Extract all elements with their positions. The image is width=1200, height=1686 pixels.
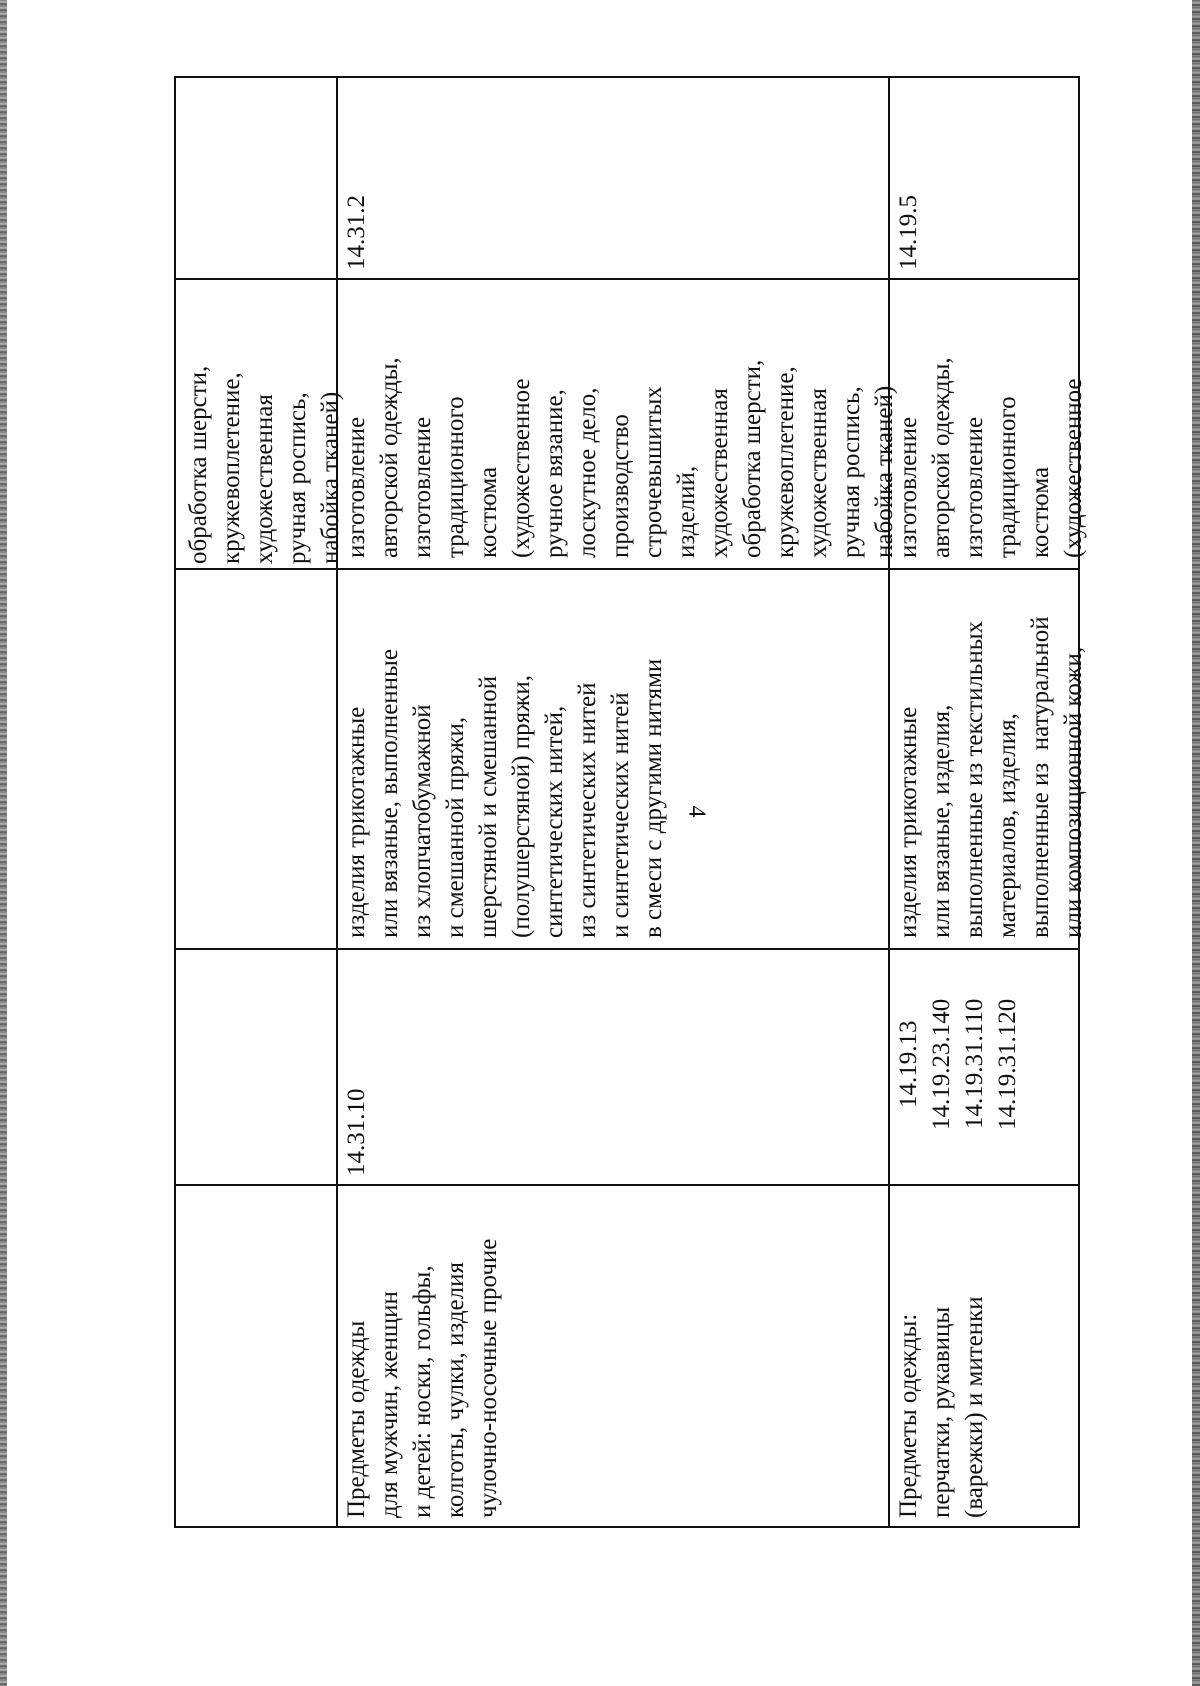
row1-code2: 14.31.2 [343, 195, 370, 270]
divider-codes-description [176, 948, 1078, 950]
row-divider-2 [888, 78, 890, 1526]
row-divider-1 [336, 78, 338, 1526]
row2-code2: 14.19.5 [895, 195, 922, 270]
divider-craft-code2 [176, 278, 1078, 280]
scan-edge-right [1192, 0, 1200, 1686]
row2-codes: 14.19.13 14.19.23.140 14.19.31.110 14.19.31.120 [895, 998, 1021, 1130]
table [174, 76, 1087, 1528]
divider-description-craft [176, 568, 1078, 570]
row1-craft: изготовление авторской одежды, изготовление традиционного костюма (художественное ручное вязание, лоскутное дело, производство строчевышитых изделий, художественная обработка шерсти, кружевоплетение, художественная ручная роспись, набойка тканей) [343, 357, 898, 558]
row2-craft: изготовление авторской одежды, изготовление традиционного костюма (художественное [895, 357, 1087, 558]
page-number: 4 [683, 805, 710, 818]
row1-codes: 14.31.10 [343, 1088, 370, 1176]
row0-craft: обработка шерсти, кружевоплетение, художественная ручная роспись, набойка тканей) [185, 365, 344, 564]
row2-product: Предметы одежды: перчатки, рукавицы (варежки) и митенки [895, 1296, 988, 1518]
row1-description: изделия трикотажные или вязаные, выполненные из хлопчатобумажной и смешанной пряжи, шерстяной и смешанной (полушерстяной) пряжи, синтетических нитей, из синтетических нитей и синтетических нитей в смеси с другими нитями [343, 649, 667, 938]
row1-product: Предметы одежды для мужчин, женщин и детей: носки, гольфы, колготы, чулки, изделия чулочно-носочные прочие [343, 1238, 502, 1518]
row2-description: изделия трикотажные или вязаные, изделия, выполненные из текстильных материалов, изделия, выполненные из натуральной или композиционной кожи, [895, 616, 1087, 938]
scan-edge-left [0, 0, 7, 1686]
divider-product-codes [176, 1184, 1078, 1186]
